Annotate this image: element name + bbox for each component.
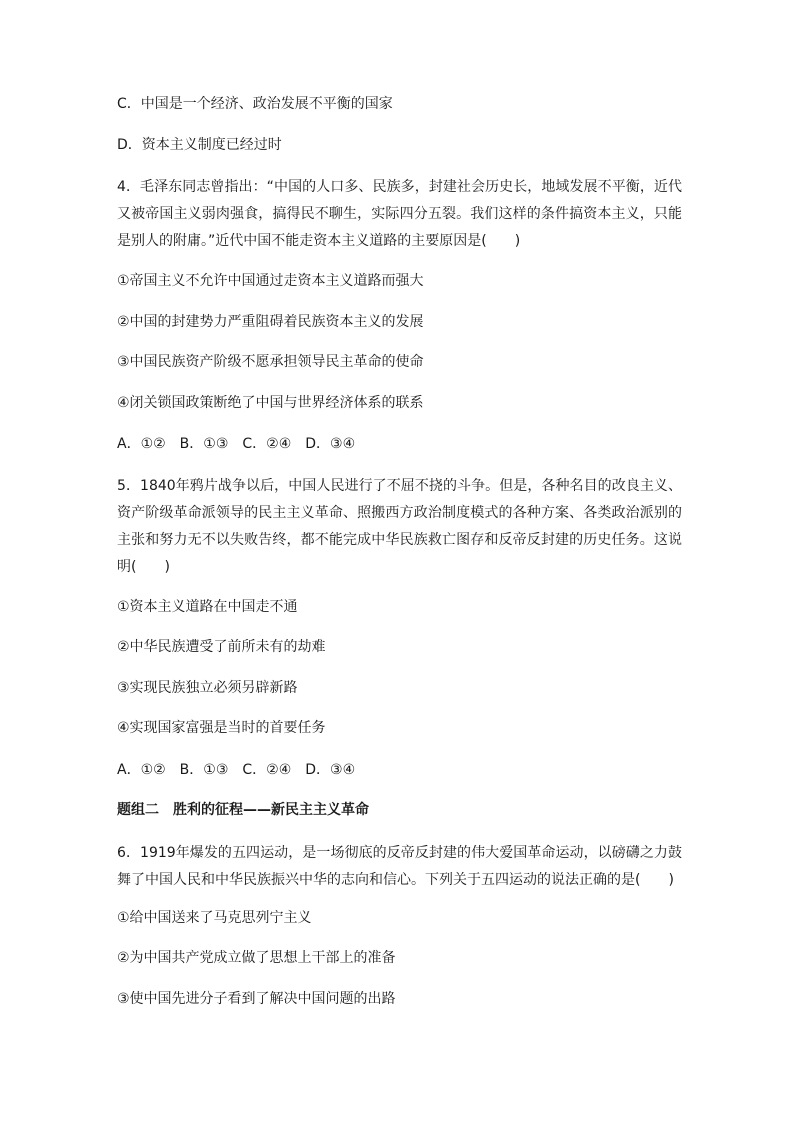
question-4-item-3: ③中国民族资产阶级不愿承担领导民主革命的使命 (117, 354, 424, 370)
question-6-item-3: ③使中国先进分子看到了解决中国问题的出路 (117, 991, 396, 1007)
question-5-item-3: ③实现民族独立必须另辟新路 (117, 680, 298, 696)
section-title: 题组二 胜利的征程——新民主主义革命 (117, 802, 369, 818)
question-6-item-1: ①给中国送来了马克思列宁主义 (117, 910, 312, 926)
question-5-item-4: ④实现国家富强是当时的首要任务 (117, 720, 326, 736)
question-4-item-1: ①帝国主义不允许中国通过走资本主义道路而强大 (117, 273, 424, 289)
question-4-stem: 4．毛泽东同志曾指出：“中国的人口多、民族多，封建社会历史长，地域发展不平衡，近代又被帝国主义弱肉强食，搞得民不聊生，实际四分五裂。我们这样的条件搞资本主义，只能是别人的附庸。”近代中国不能走资本主义道路的主要原因是( ) (117, 179, 682, 249)
question-4-item-4: ④闭关锁国政策断绝了中国与世界经济体系的联系 (117, 395, 424, 411)
question-5-item-2: ②中华民族遭受了前所未有的劫难 (117, 639, 326, 655)
question-4-item-2: ②中国的封建势力严重阻碍着民族资本主义的发展 (117, 314, 424, 330)
option-d: D．资本主义制度已经过时 (117, 137, 282, 153)
question-4-choices: A．①② B．①③ C．②④ D．③④ (117, 436, 356, 452)
question-6-stem: 6．1919年爆发的五四运动，是一场彻底的反帝反封建的伟大爱国革命运动，以磅礴之力鼓舞了中国人民和中华民族振兴中华的志向和信心。下列关于五四运动的说法正确的是( ) (117, 845, 682, 888)
question-5-choices: A．①② B．①③ C．②④ D．③④ (117, 762, 356, 778)
question-5-stem: 5．1840年鸦片战争以后，中国人民进行了不屈不挠的斗争。但是，各种名目的改良主义、资产阶级革命派领导的民主主义革命、照搬西方政治制度模式的各种方案、各类政治派别的主张和努力无不以失败告终，都不能完成中华民族救亡图存和反帝反封建的历史任务。这说明( ) (117, 478, 682, 575)
question-5-item-1: ①资本主义道路在中国走不通 (117, 599, 298, 615)
question-6-item-2: ②为中国共产党成立做了思想上干部上的准备 (117, 950, 396, 966)
option-c: C．中国是一个经济、政治发展不平衡的国家 (117, 96, 393, 112)
